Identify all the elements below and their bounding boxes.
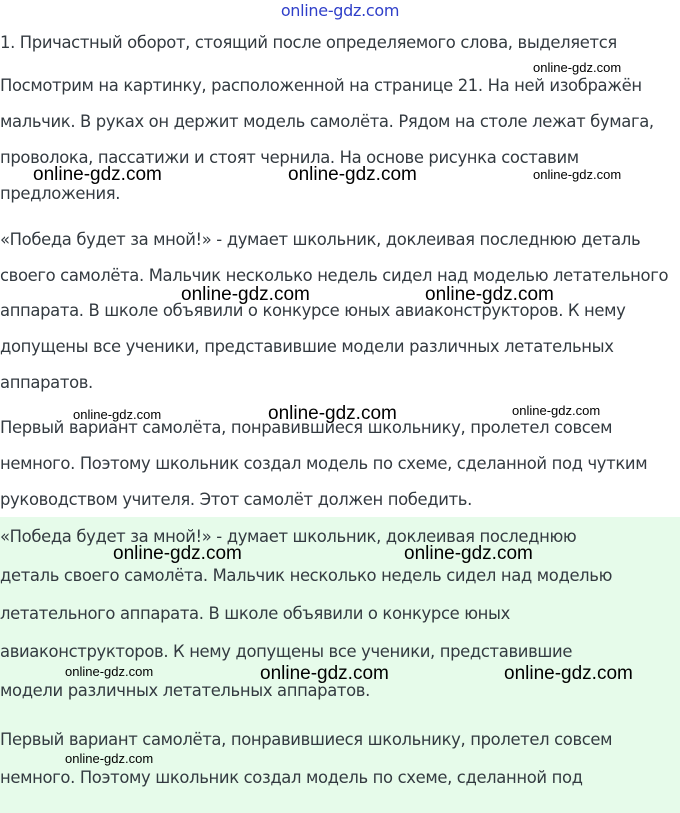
watermark-text: online-gdz.com [533,167,622,182]
watermark-text: online-gdz.com [268,403,397,424]
text-line: руководством учителя. Этот самолёт должен победить. [0,490,472,509]
watermark-text: online-gdz.com [113,543,242,564]
text-line: предложения. [0,184,121,203]
text-line: аппарата. В школе объявили о конкурсе юных авиаконструкторов. К нему [0,301,626,320]
watermark-text: online-gdz.com [181,284,310,305]
text-line: «Победа будет за мной!» - думает школьник, доклеивая последнюю деталь [0,230,641,249]
text-line: мальчик. В руках он держит модель самолёта. Рядом на столе лежат бумага, [0,112,654,131]
text-line: 1. Причастный оборот, стоящий после определяемого слова, выделяется [0,33,617,52]
answer-line: авиаконструкторов. К нему допущены все ученики, представившие [0,642,573,661]
text-line: немного. Поэтому школьник создал модель по схеме, сделанной под чутким [0,454,648,473]
watermark-text: online-gdz.com [33,164,162,185]
answer-line: «Победа будет за мной!» - думает школьник, доклеивая последнюю [0,527,577,546]
watermark-text: online-gdz.com [288,164,417,185]
watermark-text: online-gdz.com [533,60,622,75]
watermark-text: online-gdz.com [512,403,601,418]
watermark-text: online-gdz.com [260,663,389,684]
text-line: допущены все ученики, представившие модели различных летательных [0,337,614,356]
text-line: аппаратов. [0,373,93,392]
site-header-link[interactable]: online-gdz.com [280,1,400,20]
answer-line: летательного аппарата. В школе объявили о конкурсе юных [0,604,510,623]
watermark-text: online-gdz.com [65,664,154,679]
text-line: Первый вариант самолёта, понравившиеся школьнику, пролетел совсем [0,418,613,437]
watermark-text: online-gdz.com [404,543,533,564]
answer-line: Первый вариант самолёта, понравившиеся школьнику, пролетел совсем [0,730,613,749]
watermark-text: online-gdz.com [73,407,162,422]
text-line: своего самолёта. Мальчик несколько недель сидел над моделью летательного [0,266,669,285]
text-line: проволока, пассатижи и стоят чернила. На основе рисунка составим [0,148,579,167]
watermark-text: online-gdz.com [65,751,154,766]
answer-line: деталь своего самолёта. Мальчик несколько недель сидел над моделью [0,566,613,585]
watermark-text: online-gdz.com [425,284,554,305]
answer-line: модели различных летательных аппаратов. [0,681,370,700]
watermark-text: online-gdz.com [504,663,633,684]
text-line: Посмотрим на картинку, расположенной на странице 21. На ней изображён [0,76,642,95]
answer-line: немного. Поэтому школьник создал модель по схеме, сделанной под [0,768,583,787]
